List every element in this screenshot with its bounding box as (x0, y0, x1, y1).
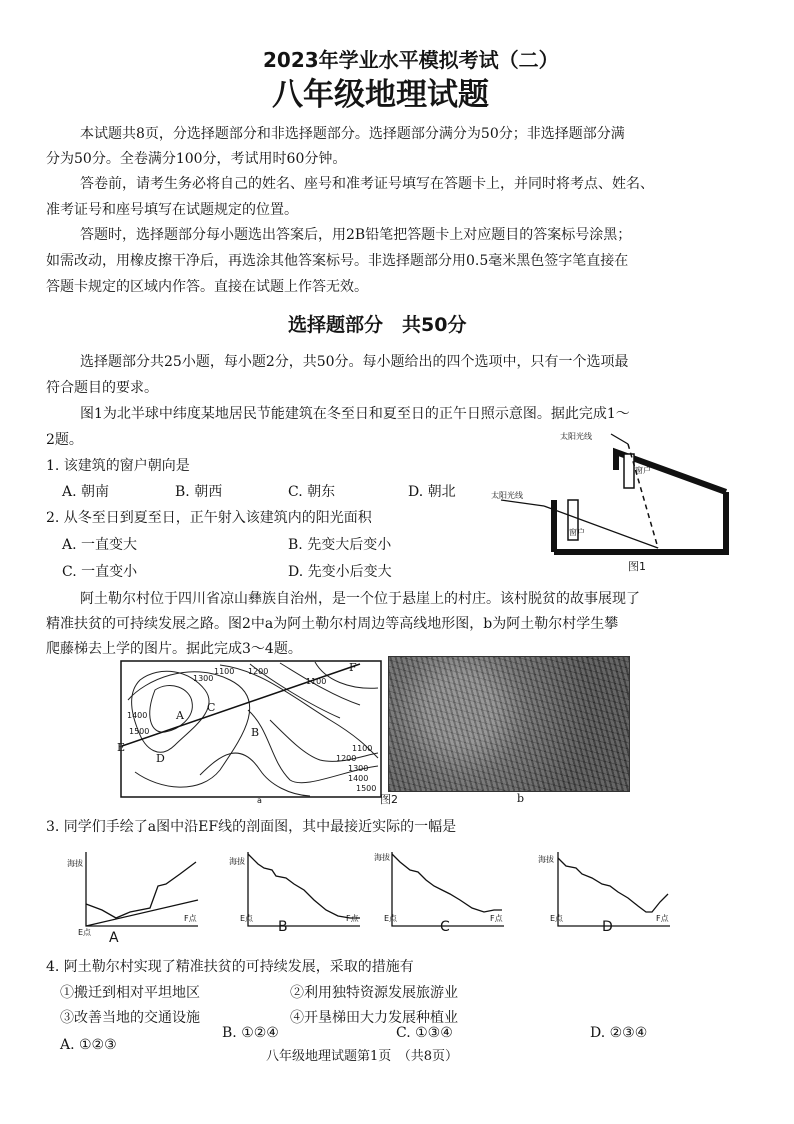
contour-label: 1400 (127, 711, 148, 720)
contour-label: 1500 (129, 727, 150, 736)
option-4a: A. ①②③ (60, 1037, 117, 1053)
exam-subtitle: 八年级地理试题 (272, 77, 489, 113)
question-1: 1. 该建筑的窗户朝向是 (46, 458, 190, 474)
measure-3: ③改善当地的交通设施 (60, 1010, 200, 1026)
profile-d-f-label: F点 (656, 914, 669, 923)
map-point-e: E (117, 741, 126, 754)
profile-option-a: A (109, 930, 119, 946)
page-footer: 八年级地理试题第1页 （共8页） (266, 1049, 459, 1064)
contour-label: 1100 (306, 677, 327, 686)
figure-2b-label: b (517, 792, 525, 805)
question-stem: 阿土勒尔村位于四川省凉山彝族自治州，是一个位于悬崖上的村庄。该村脱贫的故事展现了 (80, 591, 640, 607)
profile-option-c: C (440, 919, 450, 935)
instruction-line: 答题卡规定的区域内作答。直接在试题上作答无效。 (46, 279, 368, 295)
instruction-line: 本试题共8页，分选择题部分和非选择题部分。选择题部分满分为50分；非选择题部分满 (80, 126, 625, 142)
section-intro: 符合题目的要求。 (46, 380, 158, 396)
fig1-window-label: 窗户 (635, 466, 651, 475)
map-point-b: B (251, 726, 260, 739)
contour-label: 1300 (348, 764, 369, 773)
option-2a: A. 一直变大 (62, 537, 138, 553)
profile-b-f-label: F点 (346, 914, 359, 923)
option-1c: C. 朝东 (288, 484, 336, 500)
option-1a: A. 朝南 (62, 484, 110, 500)
exam-title: 2023年学业水平模拟考试（二） (263, 48, 559, 72)
contour-label: 1100 (214, 667, 235, 676)
question-stem: 2题。 (46, 432, 83, 448)
option-4d: D. ②③④ (590, 1025, 648, 1041)
profile-b-ylabel: 海拔 (229, 857, 245, 866)
instruction-line: 分为50分。全卷满分100分，考试用时60分钟。 (46, 151, 347, 167)
profile-a-f-label: F点 (184, 914, 197, 923)
profile-d-e-label: E点 (550, 914, 564, 923)
option-1b: B. 朝西 (175, 484, 223, 500)
profile-option-d: D (602, 919, 613, 935)
map-point-f: F (349, 661, 357, 674)
fig1-window-label: 窗户 (569, 528, 585, 537)
profile-d-ylabel: 海拔 (538, 855, 554, 864)
question-stem: 图1为北半球中纬度某地居民节能建筑在冬至日和夏至日的正午日照示意图。据此完成1～ (80, 406, 630, 422)
instruction-line: 答卷前，请考生务必将自己的姓名、座号和准考证号填写在答题卡上，并同时将考点、姓名、 (80, 176, 654, 192)
question-2: 2. 从冬至日到夏至日，正午射入该建筑内的阳光面积 (46, 510, 372, 526)
instruction-line: 准考证号和座号填写在试题规定的位置。 (46, 202, 298, 218)
profile-a-e-label: E点 (78, 928, 92, 937)
contour-label: 1500 (356, 784, 377, 793)
question-3: 3. 同学们手绘了a图中沿EF线的剖面图，其中最接近实际的一幅是 (46, 819, 457, 835)
profile-c-e-label: E点 (384, 914, 398, 923)
option-4b: B. ①②④ (222, 1025, 279, 1041)
question-4: 4. 阿土勒尔村实现了精准扶贫的可持续发展，采取的措施有 (46, 959, 414, 975)
instruction-line: 如需改动，用橡皮擦干净后，再选涂其他答案标号。非选择题部分用0.5毫米黑色签字笔直接在 (46, 253, 629, 269)
profile-c-ylabel: 海拔 (374, 853, 390, 862)
profile-option-b: B (278, 919, 288, 935)
figure-2a-label: a (257, 796, 262, 805)
contour-label: 1200 (248, 667, 269, 676)
map-point-d: D (156, 752, 165, 765)
measure-4: ④开垦梯田大力发展种植业 (290, 1010, 458, 1026)
profile-b-e-label: E点 (240, 914, 254, 923)
profile-a-ylabel: 海拔 (67, 859, 83, 868)
instruction-line: 答题时，选择题部分每小题选出答案后，用2B铅笔把答题卡上对应题目的答案标号涂黑； (80, 227, 632, 243)
profile-c-f-label: F点 (490, 914, 503, 923)
profile-graph-a (80, 850, 200, 932)
contour-label: 1300 (193, 674, 214, 683)
fig1-sun-label-left: 太阳光线 (491, 491, 523, 500)
figure-2b-photo (388, 656, 630, 792)
contour-label: 1400 (348, 774, 369, 783)
figure-1-building (486, 430, 746, 580)
section-title: 选择题部分 共50分 (288, 314, 467, 336)
contour-label: 1100 (352, 744, 373, 753)
option-2d: D. 先变小后变大 (288, 564, 392, 580)
map-point-c: C (207, 701, 216, 714)
section-intro: 选择题部分共25小题，每小题2分，共50分。每小题给出的四个选项中，只有一个选项最 (80, 354, 629, 370)
option-2c: C. 一直变小 (62, 564, 138, 580)
option-2b: B. 先变大后变小 (288, 537, 392, 553)
map-point-a: A (176, 709, 184, 722)
contour-label: 1200 (336, 754, 357, 763)
option-4c: C. ①③④ (396, 1025, 453, 1041)
fig1-sun-label-top: 太阳光线 (560, 432, 592, 441)
figure-2-caption: 图2 (380, 793, 398, 806)
option-1d: D. 朝北 (408, 484, 456, 500)
measure-1: ①搬迁到相对平坦地区 (60, 985, 200, 1001)
measure-2: ②利用独特资源发展旅游业 (290, 985, 458, 1001)
profile-graph-b (242, 850, 362, 935)
question-stem: 精准扶贫的可持续发展之路。图2中a为阿土勒尔村周边等高线地形图，b为阿土勒尔村学生攀 (46, 616, 619, 632)
question-stem: 爬藤梯去上学的图片。据此完成3～4题。 (46, 641, 302, 657)
figure-1-caption: 图1 (628, 560, 646, 573)
